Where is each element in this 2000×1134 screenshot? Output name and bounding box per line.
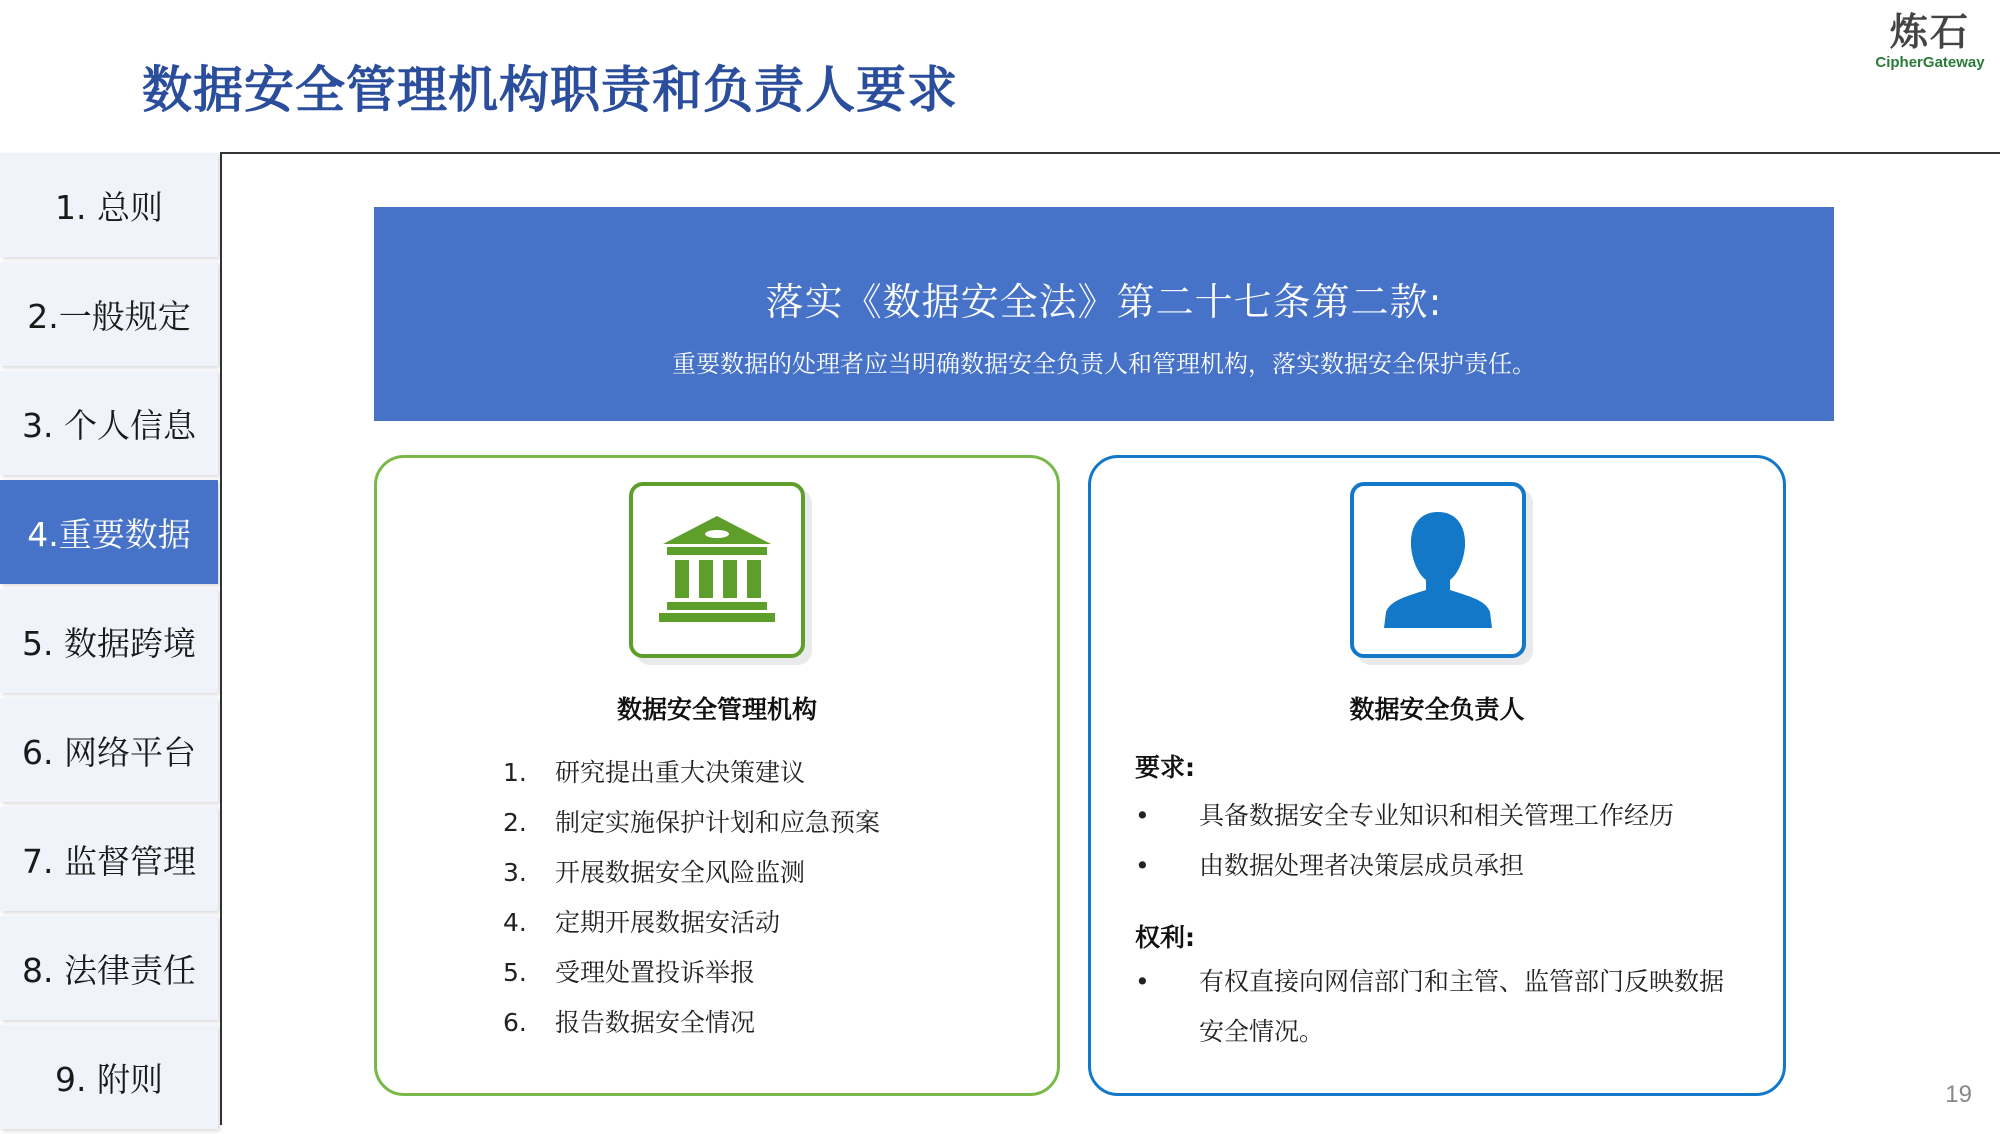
logo-main-text: 炼石 (1889, 10, 1970, 54)
banner-title: 落实《数据安全法》第二十七条第二款: (765, 280, 1443, 324)
list-item: 1. 研究提出重大决策建议 (503, 758, 806, 787)
sidebar-divider (220, 152, 222, 1125)
list-item: • 有权直接向网信部门和主管、监管部门反映数据安全情况。 (1135, 967, 1725, 1046)
list-item: 6. 报告数据安全情况 (503, 1008, 756, 1037)
sidebar-item-general[interactable]: 1. 总则 (0, 153, 218, 257)
rights-list (1135, 957, 1739, 1057)
page-title: 数据安全管理机构职责和负责人要求 (142, 61, 958, 119)
brand-logo (1870, 12, 1990, 71)
page-number: 19 (1945, 1081, 1972, 1108)
sidebar-item-general-provisions[interactable]: 2.一般规定 (0, 262, 218, 366)
law-banner (374, 207, 1834, 421)
sidebar-item-important-data[interactable]: 4.重要数据 (0, 480, 218, 584)
sidebar-item-appendix[interactable]: 9. 附则 (0, 1025, 218, 1129)
logo-sub-text: CipherGateway (1875, 54, 1985, 71)
list-item: 2. 制定实施保护计划和应急预案 (503, 808, 881, 837)
list-item: 3. 开展数据安全风险监测 (503, 858, 806, 887)
person-icon-box (1350, 482, 1526, 658)
list-item: 4. 定期开展数据安活动 (503, 908, 781, 937)
list-item: 5. 受理处置投诉举报 (503, 958, 756, 987)
sidebar-item-personal-info[interactable]: 3. 个人信息 (0, 371, 218, 475)
requirements-list (1135, 791, 1759, 891)
list-item: • 具备数据安全专业知识和相关管理工作经历 (1135, 801, 1675, 830)
list-item: • 由数据处理者决策层成员承担 (1135, 851, 1525, 880)
security-officer-heading: 数据安全负责人 (1349, 695, 1525, 724)
institution-icon-box (629, 482, 805, 658)
sidebar-item-cross-border[interactable]: 5. 数据跨境 (0, 589, 218, 693)
banner-subtitle: 重要数据的处理者应当明确数据安全负责人和管理机构，落实数据安全保护责任。 (672, 350, 1536, 378)
rights-label: 权利: (1135, 923, 1195, 952)
sidebar-nav (0, 153, 218, 1134)
requirements-label: 要求: (1135, 753, 1195, 782)
header-divider (220, 152, 2000, 154)
management-org-heading: 数据安全管理机构 (616, 695, 817, 724)
management-org-card (374, 455, 1060, 1096)
sidebar-item-supervision[interactable]: 7. 监督管理 (0, 807, 218, 911)
sidebar-item-network-platform[interactable]: 6. 网络平台 (0, 698, 218, 802)
duties-list (503, 748, 880, 1048)
institution-icon (647, 500, 787, 640)
person-icon (1368, 500, 1508, 640)
security-officer-card (1088, 455, 1786, 1096)
sidebar-item-legal-liability[interactable]: 8. 法律责任 (0, 916, 218, 1020)
